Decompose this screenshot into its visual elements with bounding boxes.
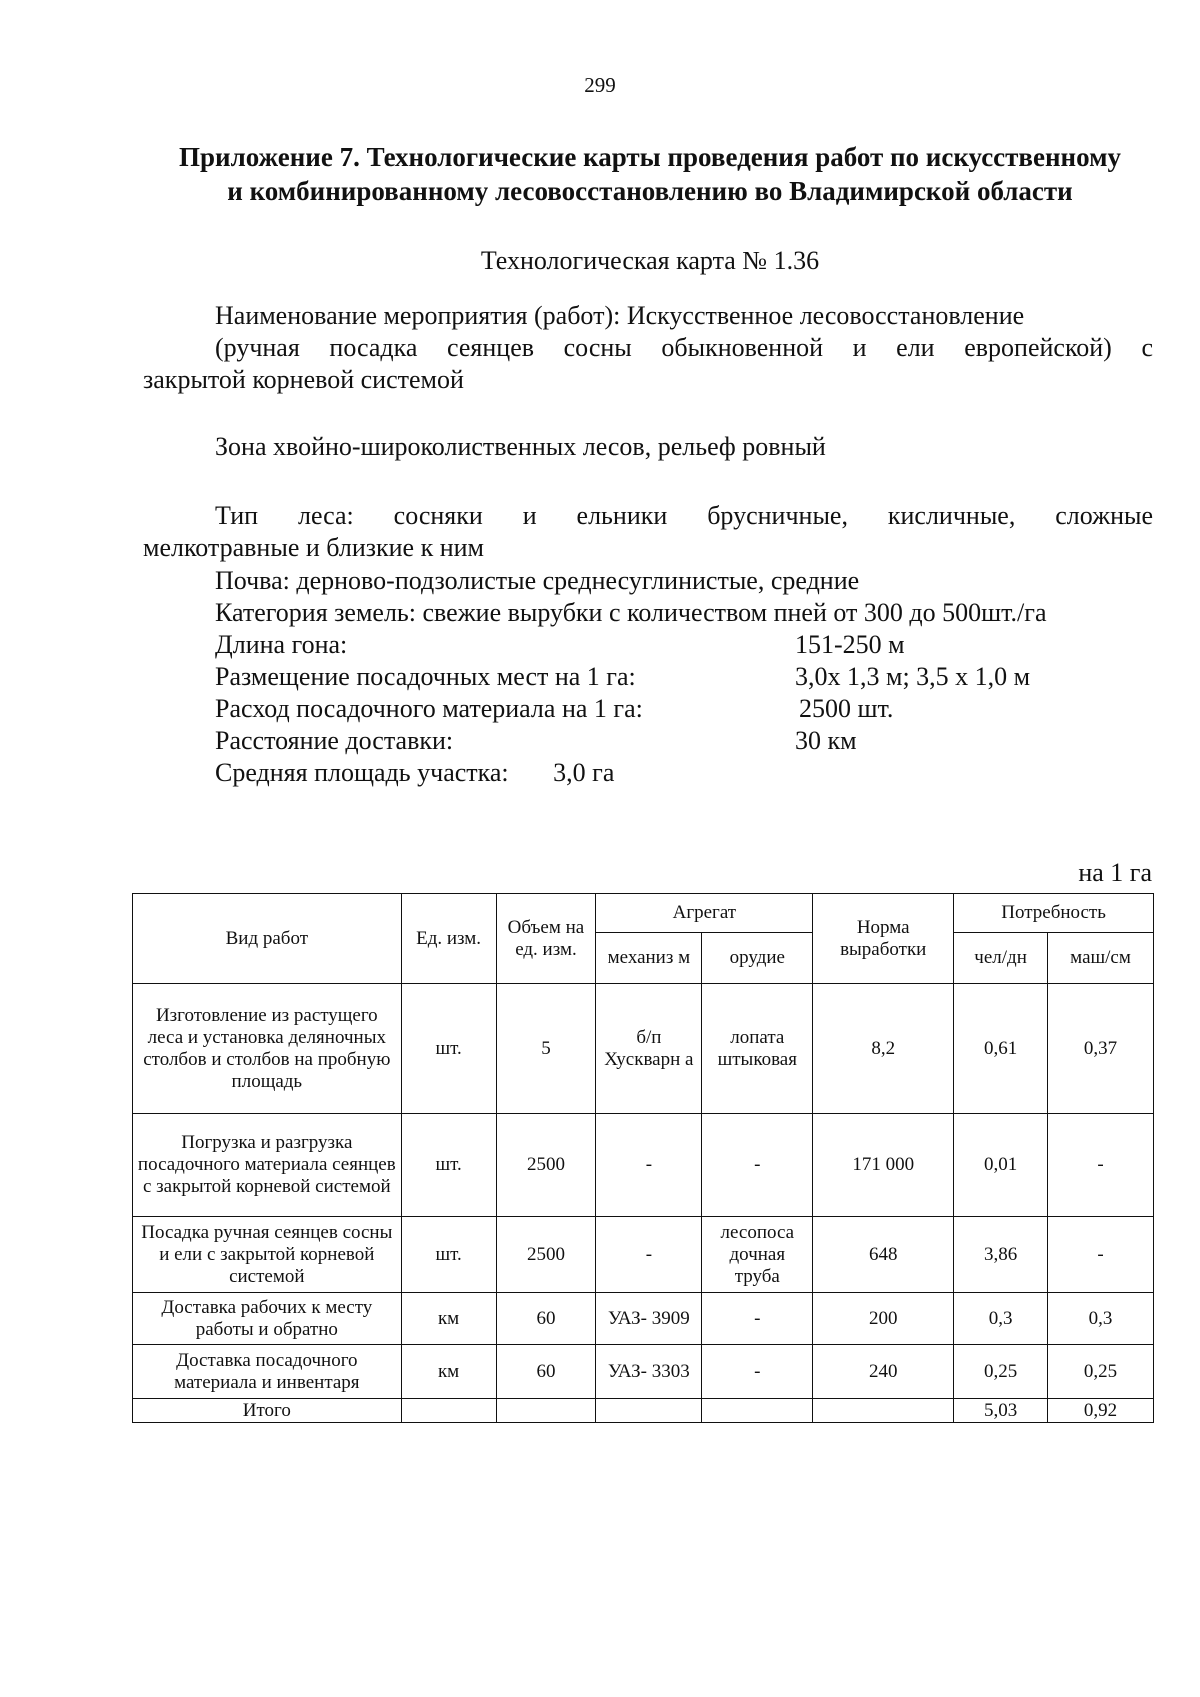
cell-unit: шт. [401, 1217, 496, 1293]
cell-norm: 648 [813, 1217, 954, 1293]
event-name-line-3: закрытой корневой системой [143, 365, 464, 394]
param-area-value: 3,0 га [553, 758, 615, 787]
param-distance-value: 30 км [795, 726, 857, 755]
table-row [133, 1217, 1154, 1293]
zone-text: Зона хвойно-широколиственных лесов, рельеф ровный [215, 432, 826, 461]
table-row [133, 1293, 1154, 1345]
cell-work: Доставка рабочих к месту работы и обратно [133, 1293, 402, 1345]
header-norm: Норма выработки [813, 894, 954, 984]
cell-machine-shifts: 0,25 [1048, 1345, 1154, 1399]
work-table [132, 893, 1154, 1423]
cell-mechanism: УАЗ- 3909 [596, 1293, 702, 1345]
forest-type-line-2: мелкотравные и близкие к ним [143, 533, 485, 562]
cell-mechanism: б/п Хускварн а [596, 984, 702, 1114]
forest-type [143, 500, 1153, 564]
title-line-2: и комбинированному лесовосстановлению во Владимирской области [227, 176, 1073, 206]
cell-man-days: 0,3 [954, 1293, 1048, 1345]
cell-norm: 8,2 [813, 984, 954, 1114]
cell-man-days: 0,61 [954, 984, 1048, 1114]
document-title [130, 140, 1170, 208]
event-name-line-2: (ручная посадка сеянцев сосны обыкновенной и ели европейской) с [215, 333, 1153, 362]
cell-volume: 2500 [496, 1114, 596, 1217]
unit-note: на 1 га [1078, 858, 1152, 887]
param-placement-value: 3,0х 1,3 м; 3,5 х 1,0 м [795, 662, 1031, 691]
cell-norm: 240 [813, 1345, 954, 1399]
cell-unit: шт. [401, 1114, 496, 1217]
cell-mechanism: - [596, 1114, 702, 1217]
cell-mechanism: - [596, 1217, 702, 1293]
total-machine-shifts: 0,92 [1048, 1399, 1154, 1423]
cell-machine-shifts: - [1048, 1114, 1154, 1217]
total-man-days: 5,03 [954, 1399, 1048, 1423]
header-tool: орудие [702, 933, 813, 984]
param-area [215, 757, 614, 789]
table-row [133, 1114, 1154, 1217]
cell-unit: шт. [401, 984, 496, 1114]
header-mechanism: механиз м [596, 933, 702, 984]
cell-work: Посадка ручная сеянцев сосны и ели с закрытой корневой системой [133, 1217, 402, 1293]
param-gon-label: Длина гона: [215, 630, 348, 659]
table-total-row [133, 1399, 1154, 1423]
cell-norm: 200 [813, 1293, 954, 1345]
param-placement-label: Размещение посадочных мест на 1 га: [215, 662, 636, 691]
event-name [143, 300, 1153, 396]
forest-type-line-1: Тип леса: сосняки и ельники брусничные, кисличные, сложные [215, 501, 1153, 530]
header-need: Потребность [954, 894, 1154, 933]
cell-work: Изготовление из растущего леса и установка деляночных столбов и столбов на пробную площадь [133, 984, 402, 1114]
cell-machine-shifts: - [1048, 1217, 1154, 1293]
cell-tool: - [702, 1293, 813, 1345]
header-volume: Объем на ед. изм. [496, 894, 596, 984]
header-work-type: Вид работ [133, 894, 402, 984]
param-consumption-value: 2500 шт. [799, 694, 894, 723]
param-consumption [215, 693, 894, 725]
total-label: Итого [133, 1399, 402, 1423]
cell-tool: лопата штыковая [702, 984, 813, 1114]
param-area-label: Средняя площадь участка: [215, 758, 509, 787]
land-category: Категория земель: свежие вырубки с количеством пней от 300 до 500шт./га [215, 598, 1047, 627]
cell-man-days: 0,01 [954, 1114, 1048, 1217]
cell-volume: 5 [496, 984, 596, 1114]
cell-tool: - [702, 1345, 813, 1399]
table-row [133, 1345, 1154, 1399]
header-unit: Ед. изм. [401, 894, 496, 984]
param-distance-label: Расстояние доставки: [215, 726, 454, 755]
table-row [133, 984, 1154, 1114]
cell-machine-shifts: 0,3 [1048, 1293, 1154, 1345]
cell-man-days: 0,25 [954, 1345, 1048, 1399]
cell-tool: - [702, 1114, 813, 1217]
cell-volume: 60 [496, 1293, 596, 1345]
zone [143, 431, 1153, 463]
header-aggregate: Агрегат [596, 894, 813, 933]
param-gon-value: 151-250 м [795, 630, 905, 659]
param-consumption-label: Расход посадочного материала на 1 га: [215, 694, 643, 723]
header-man-days: чел/дн [954, 933, 1048, 984]
cell-man-days: 3,86 [954, 1217, 1048, 1293]
cell-tool: лесопоса дочная труба [702, 1217, 813, 1293]
cell-volume: 2500 [496, 1217, 596, 1293]
cell-volume: 60 [496, 1345, 596, 1399]
page-number: 299 [584, 73, 616, 97]
soil: Почва: дерново-подзолистые среднесуглинистые, средние [215, 566, 860, 595]
header-machine-shifts: маш/см [1048, 933, 1154, 984]
cell-work: Доставка посадочного материала и инвентаря [133, 1345, 402, 1399]
cell-unit: км [401, 1293, 496, 1345]
cell-work: Погрузка и разгрузка посадочного материала сеянцев с закрытой корневой системой [133, 1114, 402, 1217]
param-gon [215, 629, 905, 661]
param-distance [215, 725, 857, 757]
event-name-line-1: Наименование мероприятия (работ): Искусственное лесовосстановление [215, 301, 1025, 330]
title-line-1: Приложение 7. Технологические карты проведения работ по искусственному [179, 142, 1121, 172]
cell-machine-shifts: 0,37 [1048, 984, 1154, 1114]
table-header-row-1 [133, 894, 1154, 933]
cell-mechanism: УАЗ- 3303 [596, 1345, 702, 1399]
param-placement [215, 661, 1031, 693]
cell-unit: км [401, 1345, 496, 1399]
cell-norm: 171 000 [813, 1114, 954, 1217]
card-title: Технологическая карта № 1.36 [480, 246, 820, 275]
